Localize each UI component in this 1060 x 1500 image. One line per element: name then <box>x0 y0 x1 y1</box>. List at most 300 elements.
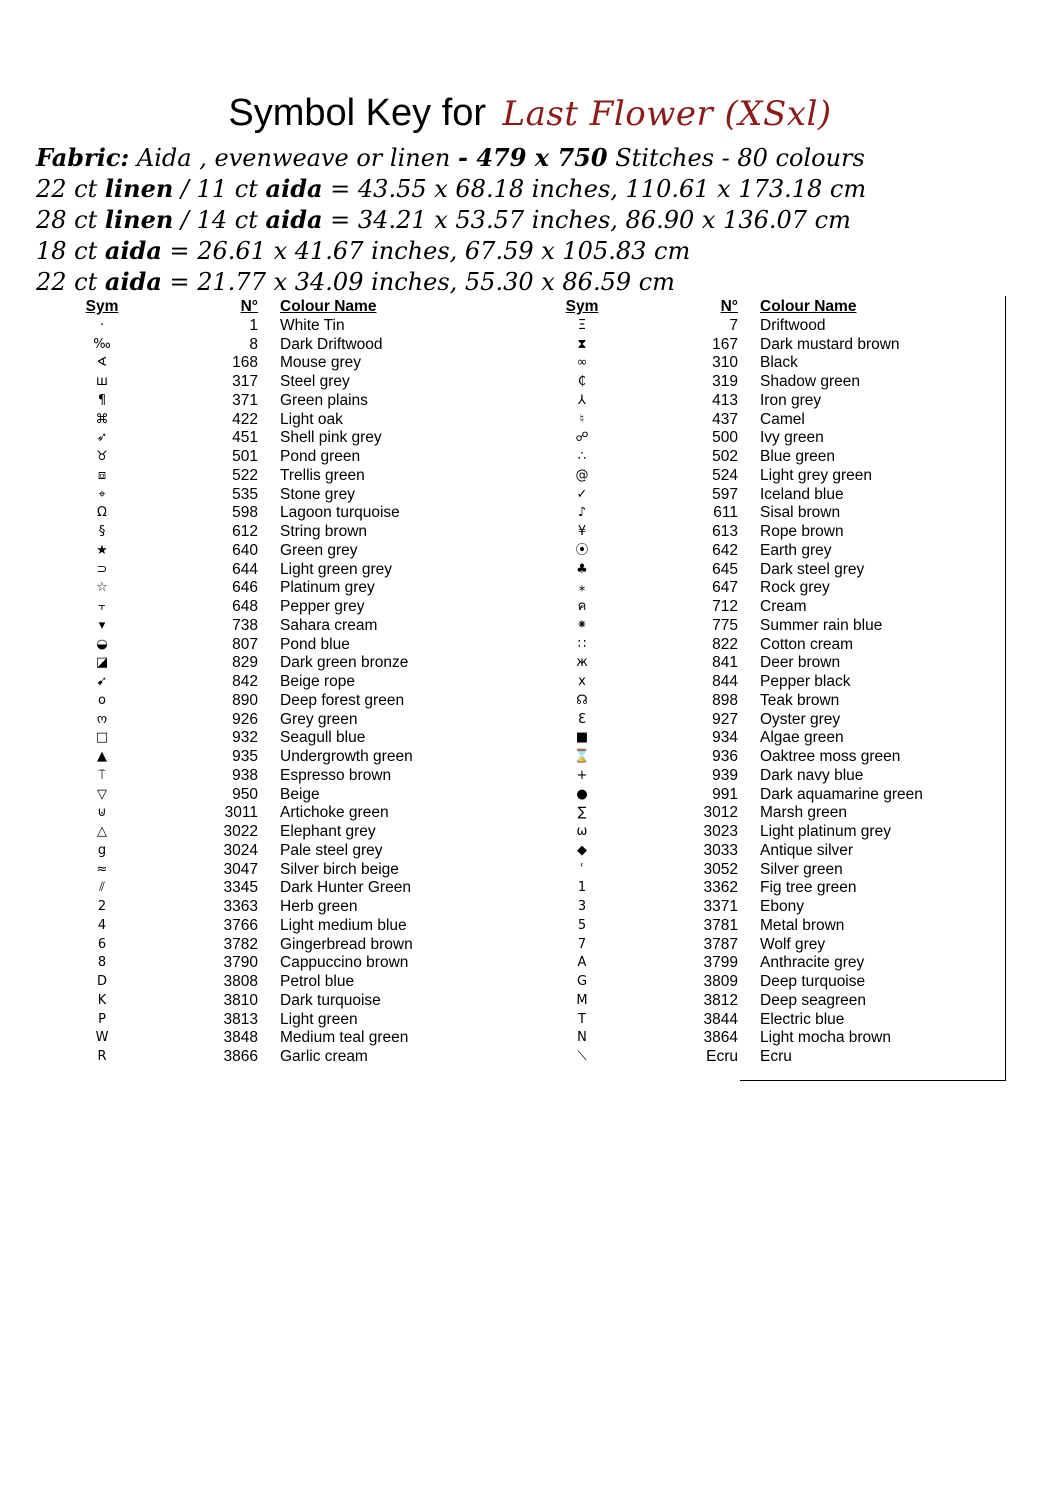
number: 437 <box>712 410 738 428</box>
number: 3011 <box>224 804 258 822</box>
colour-name: Garlic cream <box>280 1048 368 1065</box>
table-row <box>540 504 1000 523</box>
symbol: ☊ <box>576 692 588 708</box>
symbol: ✓ <box>576 486 588 502</box>
table-row <box>540 973 1000 992</box>
table-bottom-border <box>740 1080 1006 1081</box>
fabric-types: Aida , evenweave or linen <box>129 144 459 172</box>
colour-name: Pale steel grey <box>280 841 383 859</box>
colour-name: Camel <box>760 410 805 428</box>
colour-name: Ecru <box>760 1048 792 1065</box>
number: 938 <box>232 766 258 784</box>
symbol: ∷ <box>577 636 587 652</box>
colour-name: Pepper black <box>760 673 851 690</box>
number: 3844 <box>703 1010 738 1028</box>
number: 642 <box>712 541 738 559</box>
number: 3799 <box>703 954 738 972</box>
number: 451 <box>232 429 258 447</box>
symbol: ⟍ <box>577 1049 587 1064</box>
number: 991 <box>712 785 738 803</box>
symbol: G <box>576 974 588 989</box>
table-row <box>60 1048 500 1067</box>
number: Ecru <box>706 1048 738 1065</box>
colour-name: Iceland blue <box>760 485 844 503</box>
table-row <box>540 692 1000 711</box>
colour-name: Undergrowth green <box>280 748 413 765</box>
table-row <box>60 448 500 467</box>
symbol: ★ <box>96 542 108 558</box>
number: 647 <box>712 579 738 597</box>
key-column-right <box>540 298 1000 1067</box>
colour-name: Artichoke green <box>280 804 389 822</box>
table-row <box>60 954 500 973</box>
symbol: □ <box>95 730 109 746</box>
spec-line-18ct <box>36 235 866 266</box>
symbol: ⌘ <box>95 411 109 427</box>
symbol: 1 <box>577 880 587 896</box>
header-colour-name: Colour Name <box>280 298 377 315</box>
number: 844 <box>712 673 738 690</box>
number: 611 <box>713 504 738 522</box>
table-row <box>540 654 1000 673</box>
number: 168 <box>232 354 258 372</box>
table-row <box>60 523 500 542</box>
number: 597 <box>712 485 738 503</box>
number: 535 <box>232 485 258 503</box>
symbol: ∞ <box>576 355 588 371</box>
symbol: ⫟ <box>98 599 106 614</box>
number: 3362 <box>703 879 738 897</box>
spec-line-fabric <box>36 142 866 173</box>
number: 3345 <box>223 879 258 897</box>
number: 3781 <box>703 916 738 934</box>
symbol: ⫽ <box>99 880 105 896</box>
colour-name: Green grey <box>280 541 358 559</box>
colour-name: Cappuccino brown <box>280 954 409 972</box>
colour-name: Marsh green <box>760 804 848 822</box>
table-row <box>60 654 500 673</box>
symbol: Ω <box>97 505 107 521</box>
colour-name: Fig tree green <box>760 879 857 897</box>
symbol: 7 <box>577 936 587 952</box>
symbol: ▲ <box>97 749 107 764</box>
symbol: ♣ <box>576 561 588 577</box>
spec-line-22ct <box>36 173 866 204</box>
symbol: ➶ <box>96 430 108 446</box>
symbol: M <box>576 992 588 1008</box>
table-row <box>60 411 500 430</box>
stitch-count-text: Stitches - 80 colours <box>607 144 865 172</box>
table-row <box>540 729 1000 748</box>
table-row <box>60 354 500 373</box>
symbol: ⧗ <box>577 336 587 352</box>
symbol: g <box>97 842 107 858</box>
colour-name: Deep forest green <box>280 691 405 709</box>
table-row <box>540 673 1000 692</box>
colour-name: Wolf grey <box>760 935 826 953</box>
header-sym: Sym <box>565 298 599 315</box>
table-row <box>60 373 500 392</box>
number: 1 <box>249 316 258 334</box>
symbol: @ <box>575 467 589 483</box>
table-row <box>540 917 1000 936</box>
number: 3766 <box>223 916 258 934</box>
table-row <box>540 1029 1000 1048</box>
colour-name: Beige <box>280 785 320 803</box>
table-row <box>540 954 1000 973</box>
number: 3033 <box>703 841 738 859</box>
symbol: W <box>95 1030 109 1046</box>
colour-name: Metal brown <box>760 916 845 934</box>
number: 842 <box>232 673 258 690</box>
colour-name: Oyster grey <box>760 710 841 728</box>
table-row <box>60 1011 500 1030</box>
colour-name: Ebony <box>760 898 804 915</box>
table-row <box>540 598 1000 617</box>
symbol: ♉ <box>96 449 108 464</box>
colour-name: Elephant grey <box>280 823 376 840</box>
table-row <box>540 336 1000 355</box>
table-row <box>60 692 500 711</box>
symbol: T <box>578 1011 586 1027</box>
number: 926 <box>232 710 258 728</box>
colour-name: Dark Driftwood <box>280 335 383 353</box>
number: 319 <box>712 373 738 390</box>
colour-name: Dark mustard brown <box>760 335 900 353</box>
colour-name: Driftwood <box>760 316 826 334</box>
symbol: ш <box>96 374 108 389</box>
colour-name: Light green grey <box>280 560 393 578</box>
spec-line-22ct-aida <box>36 266 866 297</box>
number: 3809 <box>703 973 738 990</box>
colour-name: White Tin <box>280 316 345 334</box>
symbol: ∑ <box>577 805 587 821</box>
colour-name: Pond green <box>280 448 361 465</box>
fabric-label: Fabric: <box>36 143 130 172</box>
spec-fabric: linen <box>104 174 174 203</box>
symbol: ж <box>576 655 588 671</box>
number: 898 <box>712 691 738 709</box>
table-row <box>60 504 500 523</box>
header-colour-name: Colour Name <box>760 298 857 315</box>
colour-name: Silver green <box>760 860 843 878</box>
spec-text: 28 ct <box>36 206 105 234</box>
spec-text: / 14 ct <box>173 206 266 234</box>
number: 422 <box>232 410 258 428</box>
table-row <box>540 823 1000 842</box>
colour-name: Light platinum grey <box>760 823 891 840</box>
number: 3812 <box>703 991 738 1009</box>
spec-fabric: linen <box>104 205 174 234</box>
symbol: 2 <box>97 899 107 914</box>
table-row <box>540 898 1000 917</box>
colour-name: Petrol blue <box>280 973 355 990</box>
colour-name: Pepper grey <box>280 598 365 615</box>
colour-name: Summer rain blue <box>760 616 883 634</box>
colour-name: Dark aquamarine green <box>760 785 923 803</box>
table-row <box>540 1011 1000 1030</box>
table-row <box>60 729 500 748</box>
table-row <box>60 804 500 823</box>
table-row <box>60 992 500 1011</box>
table-row <box>60 1029 500 1048</box>
symbol: ▽ <box>97 786 107 802</box>
number: 3866 <box>223 1048 258 1065</box>
colour-name: Deer brown <box>760 654 841 672</box>
colour-name: Dark navy blue <box>760 766 864 784</box>
spec-dimensions: = 26.61 x 41.67 inches, 67.59 x 105.83 cm <box>161 237 691 265</box>
symbol: ☍ <box>575 430 589 446</box>
colour-name: String brown <box>280 523 368 540</box>
table-row <box>540 992 1000 1011</box>
number: 841 <box>712 654 738 672</box>
colour-name: Antique silver <box>760 841 854 859</box>
colour-name: Medium teal green <box>280 1029 409 1047</box>
symbol: ♮ <box>579 411 585 427</box>
table-row <box>540 842 1000 861</box>
spec-text: / 11 ct <box>173 175 266 203</box>
number: 3363 <box>223 898 258 915</box>
header-number: N° <box>240 298 258 315</box>
page-title <box>0 92 1060 135</box>
colour-name: Pond blue <box>280 635 350 653</box>
number: 644 <box>232 560 258 578</box>
number: 934 <box>712 729 738 747</box>
number: 522 <box>232 466 258 484</box>
table-row <box>60 786 500 805</box>
number: 524 <box>712 466 738 484</box>
number: 371 <box>232 391 258 409</box>
colour-name: Rock grey <box>760 579 830 597</box>
table-row <box>60 673 500 692</box>
table-header <box>60 298 500 317</box>
number: 939 <box>712 766 738 784</box>
number: 646 <box>232 579 258 597</box>
number: 167 <box>712 335 738 353</box>
colour-name: Herb green <box>280 898 358 915</box>
number: 3848 <box>223 1029 258 1047</box>
table-row <box>540 579 1000 598</box>
symbol: ☆ <box>96 580 108 596</box>
stitch-size: 479 x 750 <box>476 143 608 172</box>
colour-name: Espresso brown <box>280 766 392 784</box>
number: 3023 <box>703 823 738 840</box>
number: 3024 <box>223 841 258 859</box>
symbol: ∴ <box>577 449 587 464</box>
symbol: ≈ <box>96 861 108 877</box>
table-row <box>60 429 500 448</box>
table-row <box>540 354 1000 373</box>
symbol: 6 <box>97 936 107 952</box>
colour-name: Sahara cream <box>280 616 378 634</box>
symbol: ◒ <box>96 636 108 652</box>
symbol: ʿ <box>580 861 584 877</box>
symbol: ▾ <box>98 617 106 633</box>
number: 936 <box>712 748 738 765</box>
number: 317 <box>232 373 258 390</box>
fabric-dash: - <box>458 143 477 172</box>
symbol: ω <box>576 824 588 839</box>
symbol: ⁎ <box>578 580 586 596</box>
number: 613 <box>712 523 738 540</box>
symbol: + <box>576 767 588 783</box>
number: 3012 <box>703 804 738 822</box>
symbol: ⅄ <box>578 392 586 408</box>
symbol: Ξ <box>577 317 587 333</box>
number: 645 <box>712 560 738 578</box>
table-row <box>60 842 500 861</box>
table-row <box>540 804 1000 823</box>
fabric-specs <box>36 142 866 297</box>
table-row <box>540 486 1000 505</box>
symbol: A <box>577 955 587 971</box>
number: 712 <box>712 598 738 615</box>
symbol: ♪ <box>577 505 587 521</box>
key-column-left <box>60 298 500 1067</box>
colour-name: Deep turquoise <box>760 973 866 990</box>
colour-name: Green plains <box>280 391 368 409</box>
table-row <box>60 486 500 505</box>
number: 8 <box>249 335 258 353</box>
table-row <box>540 467 1000 486</box>
symbol: ค <box>577 599 587 614</box>
table-row <box>540 636 1000 655</box>
table-row <box>540 317 1000 336</box>
table-row <box>540 786 1000 805</box>
spec-fabric: aida <box>104 236 162 265</box>
colour-name: Stone grey <box>280 485 355 503</box>
number: 3808 <box>223 973 258 990</box>
table-row <box>540 411 1000 430</box>
table-row <box>540 429 1000 448</box>
header-sym: Sym <box>85 298 119 315</box>
colour-name: Dark green bronze <box>280 654 409 672</box>
symbol: ‰ <box>93 336 111 352</box>
spec-line-28ct <box>36 204 866 235</box>
number: 501 <box>232 448 258 465</box>
symbol: ¶ <box>97 392 107 408</box>
symbol: P <box>98 1011 106 1027</box>
number: 890 <box>232 691 258 709</box>
number: 3371 <box>703 898 738 915</box>
colour-name: Cream <box>760 598 807 615</box>
table-row <box>60 898 500 917</box>
colour-name: Cotton cream <box>760 635 854 653</box>
spec-text: 22 ct <box>36 175 105 203</box>
colour-name: Light grey green <box>760 466 873 484</box>
symbol: x <box>578 674 586 689</box>
colour-name: Light oak <box>280 410 343 428</box>
table-row <box>60 317 500 336</box>
symbol: ⌖ <box>98 486 106 502</box>
colour-name: Anthracite grey <box>760 954 865 972</box>
symbol: 4 <box>97 917 107 933</box>
colour-name: Deep seagreen <box>760 991 866 1009</box>
colour-name: Light green <box>280 1010 358 1028</box>
colour-name: Mouse grey <box>280 354 361 372</box>
table-row <box>60 973 500 992</box>
number: 310 <box>712 354 738 372</box>
table-row <box>540 879 1000 898</box>
number: 775 <box>712 616 738 634</box>
header-number: N° <box>720 298 738 315</box>
colour-name: Teak brown <box>760 691 840 709</box>
symbol: ⦿ <box>575 542 589 558</box>
number: 935 <box>232 748 258 765</box>
symbol: ⊃ <box>96 561 108 577</box>
spec-dimensions: = 34.21 x 53.57 inches, 86.90 x 136.07 cm <box>322 206 851 234</box>
table-row <box>540 523 1000 542</box>
symbol: △ <box>97 824 107 839</box>
number: 502 <box>712 448 738 465</box>
colour-name: Earth grey <box>760 541 832 559</box>
pattern-name: Last Flower (XSxl) <box>502 94 832 134</box>
number: 3052 <box>703 860 738 878</box>
number: 3813 <box>223 1010 258 1028</box>
spec-fabric: aida <box>265 205 323 234</box>
table-row <box>60 542 500 561</box>
symbol: · <box>99 317 105 333</box>
symbol: ◆ <box>577 842 587 858</box>
colour-name: Sisal brown <box>760 504 841 522</box>
symbol: o <box>98 692 106 708</box>
number: 927 <box>712 710 738 728</box>
symbol: ⧈ <box>97 467 107 483</box>
table-row <box>540 373 1000 392</box>
colour-name: Light mocha brown <box>760 1029 891 1047</box>
number: 807 <box>232 635 258 653</box>
table-row <box>540 392 1000 411</box>
number: 413 <box>712 391 738 409</box>
table-right-border <box>1005 296 1006 1080</box>
colour-name: Dark turquoise <box>280 991 381 1009</box>
colour-name: Shell pink grey <box>280 429 382 447</box>
colour-name: Gingerbread brown <box>280 935 413 953</box>
symbol: ⁕ <box>576 617 588 633</box>
symbol: 8 <box>97 955 107 971</box>
table-row <box>60 561 500 580</box>
table-row <box>60 467 500 486</box>
symbol: D <box>96 974 107 989</box>
colour-name: Blue green <box>760 448 835 465</box>
spec-dimensions: = 21.77 x 34.09 inches, 55.30 x 86.59 cm <box>161 268 675 296</box>
number: 932 <box>232 729 258 747</box>
colour-name: Rope brown <box>760 523 844 540</box>
symbol-key-table <box>0 298 1060 1088</box>
number: 3787 <box>703 935 738 953</box>
number: 3790 <box>223 954 258 972</box>
symbol: § <box>98 524 106 539</box>
number: 950 <box>232 785 258 803</box>
colour-name: Oaktree moss green <box>760 748 901 765</box>
number: 829 <box>232 654 258 672</box>
number: 3810 <box>223 991 258 1009</box>
table-row <box>60 879 500 898</box>
colour-name: Silver birch beige <box>280 860 399 878</box>
symbol: R <box>97 1049 107 1064</box>
table-row <box>540 448 1000 467</box>
spec-text: 22 ct <box>36 268 105 296</box>
symbol: ⌛ <box>573 749 591 764</box>
table-row <box>540 767 1000 786</box>
colour-name: Trellis green <box>280 466 365 484</box>
number: 640 <box>232 541 258 559</box>
number: 7 <box>729 316 738 334</box>
table-row <box>60 861 500 880</box>
symbol: Ɛ <box>578 711 586 727</box>
number: 3047 <box>223 860 258 878</box>
table-row <box>60 767 500 786</box>
